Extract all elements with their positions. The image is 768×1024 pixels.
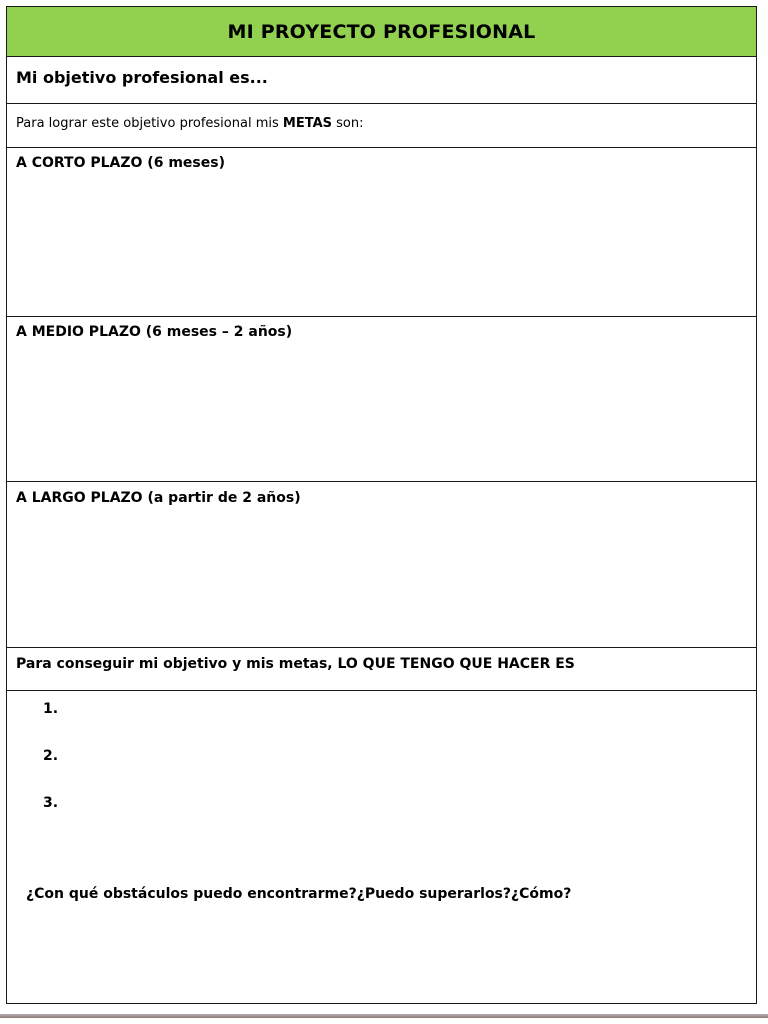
objective-section [7, 57, 756, 104]
long-term-label: A LARGO PLAZO (a partir de 2 años) [16, 490, 301, 506]
goals-intro-emphasis: METAS [282, 116, 332, 131]
step-number-3: 3. [43, 795, 59, 811]
goals-intro-after: son: [332, 116, 364, 131]
goals-intro-text [16, 116, 363, 131]
long-term-section [7, 482, 756, 648]
todo-label: Para conseguir mi objetivo y mis metas, LO QUE TENGO QUE HACER ES [16, 656, 575, 672]
obstacles-question: ¿Con qué obstáculos puedo encontrarme?¿Puedo superarlos?¿Cómo? [26, 886, 572, 902]
goals-intro-before: Para lograr este objetivo profesional mis [16, 116, 283, 131]
medium-term-label: A MEDIO PLAZO (6 meses – 2 años) [16, 324, 293, 340]
todo-section [7, 648, 756, 691]
title-bar [7, 7, 756, 57]
medium-term-section [7, 317, 756, 482]
short-term-label: A CORTO PLAZO (6 meses) [16, 155, 225, 171]
steps-section [7, 691, 756, 1003]
step-number-1: 1. [43, 701, 59, 717]
page-title: MI PROYECTO PROFESIONAL [227, 20, 536, 43]
objective-label: Mi objetivo profesional es... [16, 68, 268, 87]
step-number-2: 2. [43, 748, 59, 764]
worksheet [6, 6, 757, 1004]
page-bottom-edge [0, 1014, 768, 1018]
goals-intro-section [7, 104, 756, 148]
short-term-section [7, 148, 756, 317]
